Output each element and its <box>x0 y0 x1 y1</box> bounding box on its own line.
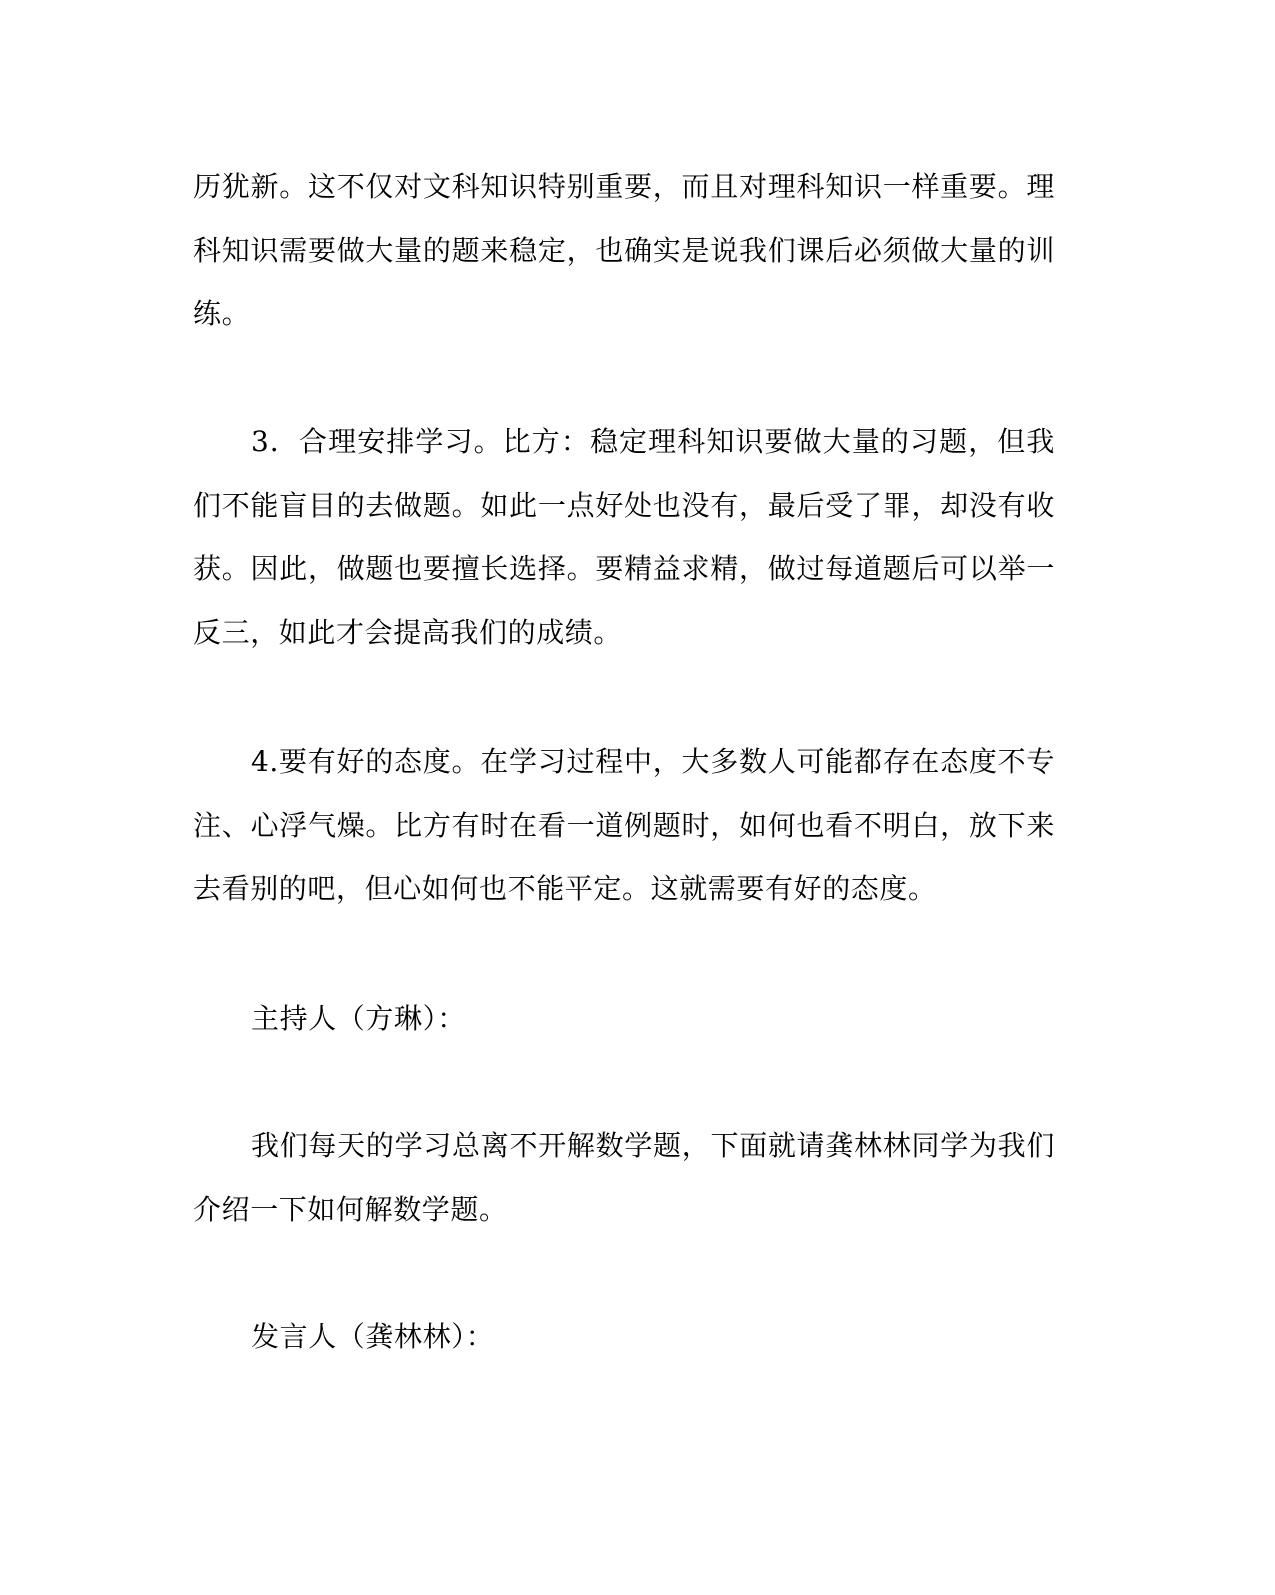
paragraph-point-3: 3．合理安排学习。比方：稳定理科知识要做大量的习题，但我们不能盲目的去做题。如此一点好处也没有，最后受了罪，却没有收获。因此，做题也要擅长选择。要精益求精，做过每道题后可以举一反三，如此才会提高我们的成绩。 <box>193 425 1055 649</box>
speaker-label: 发言人（龚林林）： <box>251 1320 495 1353</box>
host-introduction: 我们每天的学习总离不开解数学题，下面就请龚林林同学为我们介绍一下如何解数学题。 <box>193 1129 1055 1226</box>
paragraph-continuation: 历犹新。这不仅对文科知识特别重要，而且对理科知识一样重要。理科知识需要做大量的题来稳定，也确实是说我们课后必须做大量的训练。 <box>193 170 1055 330</box>
paragraph-point-4: 4.要有好的态度。在学习过程中，大多数人可能都存在态度不专注、心浮气燥。比方有时在看一道例题时，如何也看不明白，放下来去看别的吧，但心如何也不能平定。这就需要有好的态度。 <box>193 745 1055 905</box>
host-speaker-label: 主持人（方琳）： <box>251 1002 466 1035</box>
